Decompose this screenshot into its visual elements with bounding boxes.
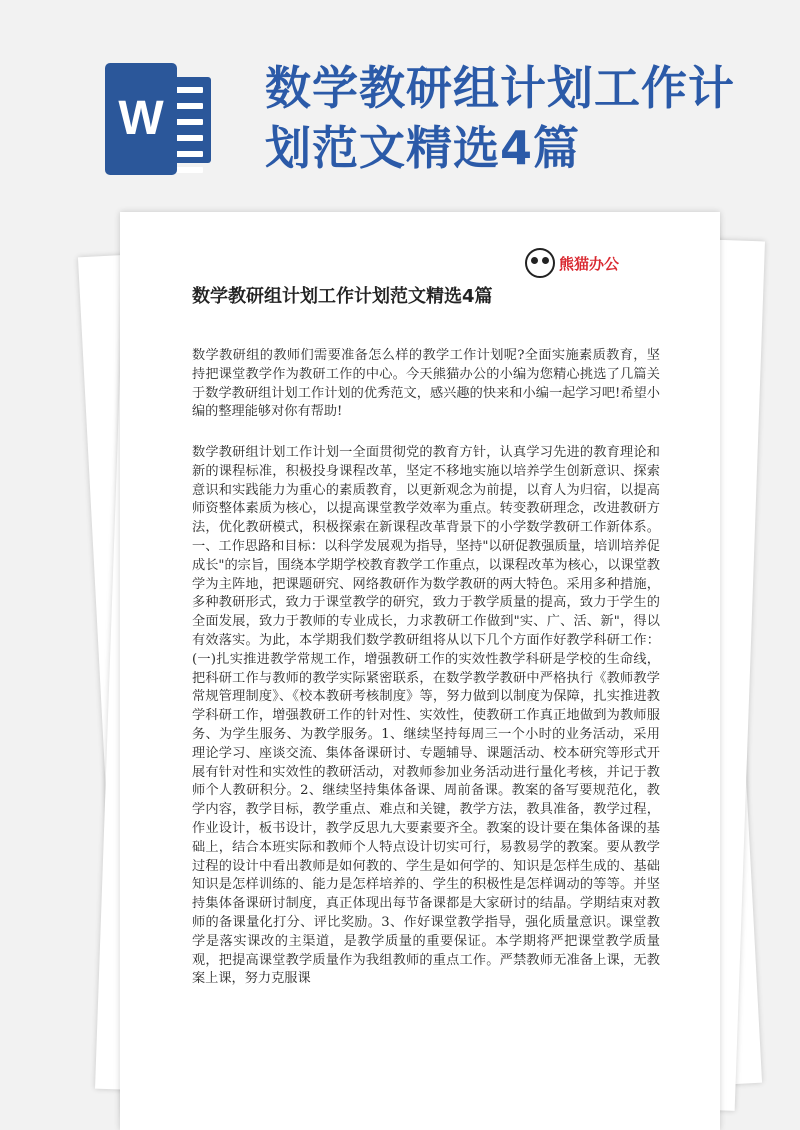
word-logo-letter: W: [105, 63, 177, 175]
brand-name: 熊猫办公: [559, 254, 620, 273]
document-page: [120, 212, 720, 1130]
brand-logo: [525, 248, 619, 278]
banner-title: 数学教研组计划工作计划范文精选4篇: [265, 61, 735, 175]
panda-icon: [525, 248, 555, 278]
document-title: 数学教研组计划工作计划范文精选4篇: [192, 286, 493, 307]
body-paragraph: 数学教研组计划工作计划一全面贯彻党的教育方针，认真学习先进的教育理论和新的课程标准，积极投身课程改革，坚定不移地实施以培养学生创新意识、探索意识和实践能力为重心的素质教育，以更新观念为前提，以育人为归宿，以提高师资整体素质为核心，以提高课堂教学效率为重点。转变教研理念，改进教研方法，优化教研模式，积极探索在新课程改革背景下的小学数学教研工作新体系。一、工作思路和目标：以科学发展观为指导，坚持"以研促教强质量，培训培养促成长"的宗旨，围绕本学期学校教育教学工作重点，以课程改革为核心，以课堂教学为主阵地，把课题研究、网络教研作为数学教研的两大特色。采用多种措施，多种教研形式，致力于课堂教学的研究，致力于教学质量的提高，致力于学生的全面发展，致力于教师的专业成长，力求教研工作做到"实、广、活、新"，得以有效落实。为此，本学期我们数学教研组将从以下几个方面作好教学科研工作：(一)扎实推进教学常规工作，增强教研工作的实效性教学科研是学校的生命线，把科研工作与教师的教学实际紧密联系，在数学教学教研中严格执行《教师教学常规管理制度》、《校本教研考核制度》等，努力做到以制度为保障，扎实推进教学科研工作，增强教研工作的针对性、实效性，使教研工作真正地做到为教师服务、为学生服务、为教学服务。1、继续坚持每周三一个小时的业务活动，采用理论学习、座谈交流、集体备课研讨、专题辅导、课题活动、校本研究等形式开展有针对性和实效性的教研活动，对教师参加业务活动进行量化考核，并记于教师个人教研积分。2、继续坚持集体备课、周前备课。教案的备写要规范化，教学内容，教学目标，教学重点、难点和关键，教学方法，教具准备，教学过程，作业设计，板书设计，教学反思九大要素要齐全。教案的设计要在集体备课的基础上，结合本班实际和教师个人特点设计切实可行，易教易学的教案。要从教学过程的设计中看出教师是如何教的、学生是如何学的、知识是怎样生成的、基础知识是怎样训练的、能力是怎样培养的、学生的积极性是怎样调动的等等。并坚持集体备课研讨制度，真正体现出每节备课都是大家研讨的结晶。学期结束对教师的备课量化打分、评比奖励。3、作好课堂教学指导，强化质量意识。课堂教学是落实课改的主渠道，是教学质量的重要保证。本学期将严把课堂教学质量观，把提高课堂教学质量作为我组教师的重点工作。严禁教师无准备上课，无教案上课，努力克服课: [192, 445, 660, 987]
word-logo-icon: [105, 63, 225, 175]
intro-paragraph: 数学教研组的教师们需要准备怎么样的教学工作计划呢?全面实施素质教育，坚持把课堂教学作为教研工作的中心。今天熊猫办公的小编为您精心挑选了几篇关于数学教研组计划工作计划的优秀范文，感兴趣的快来和小编一起学习吧!希望小编的整理能够对你有帮助!: [192, 348, 660, 420]
